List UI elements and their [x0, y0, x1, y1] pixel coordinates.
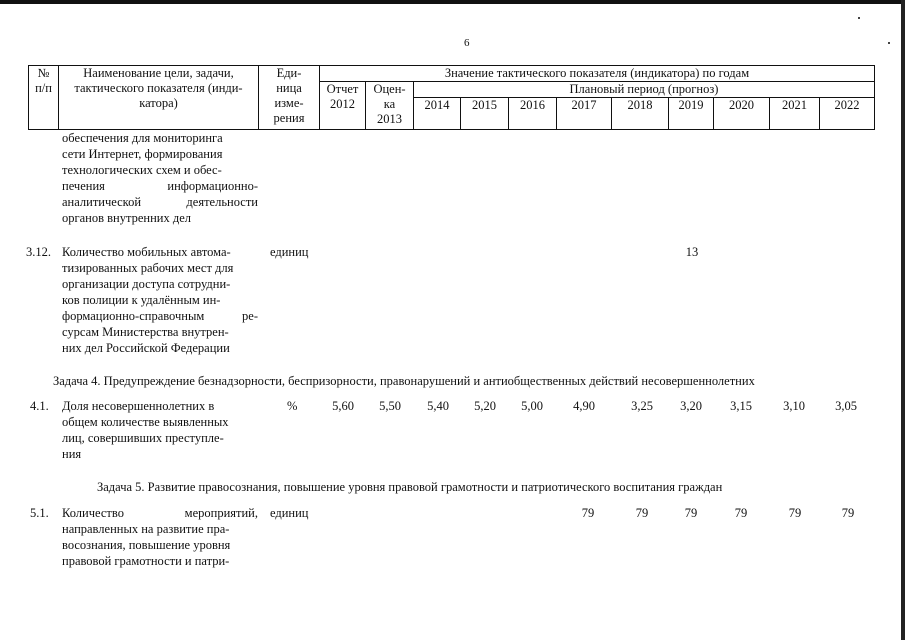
value-2013: 5,50	[379, 399, 401, 413]
header-year: 2021	[770, 98, 820, 130]
row-number: 4.1.	[30, 399, 49, 413]
header-estimate-2013: Оцен- ка 2013	[366, 82, 414, 130]
header-year: 2017	[557, 98, 612, 130]
scan-right-border	[901, 0, 905, 640]
value-2015: 5,20	[474, 399, 496, 413]
value-2019: 79	[684, 506, 698, 520]
header-table	[28, 65, 875, 130]
header-value-title: Значение тактического показателя (индикатора) по годам	[320, 66, 875, 82]
row-unit: единиц	[270, 506, 309, 520]
value-2018: 3,25	[631, 399, 653, 413]
header-col-number: № п/п	[29, 66, 59, 130]
value-2014: 5,40	[427, 399, 449, 413]
scan-top-border	[0, 0, 905, 4]
header-plan-title: Плановый период (прогноз)	[414, 82, 875, 98]
header-year: 2020	[714, 98, 770, 130]
row-number: 3.12.	[26, 245, 51, 259]
header-year: 2015	[461, 98, 509, 130]
row-description: Доля несовершеннолетних в общем количестве выявленных лиц, совершивших преступле- ния	[62, 399, 229, 461]
task-5-heading: Задача 5. Развитие правосознания, повышение уровня правовой грамотности и патриотического воспитания граждан	[97, 480, 723, 494]
value-2017: 79	[581, 506, 595, 520]
value-2017: 4,90	[573, 399, 595, 413]
task-4-heading: Задача 4. Предупреждение безнадзорности, беспризорности, правонарушений и антиобщественных действий несовершеннолетних	[53, 374, 755, 388]
header-col-name: Наименование цели, задачи, тактического показателя (инди- катора)	[59, 66, 259, 130]
row-description: Количество мероприятий, направленных на развитие пра- восознания, повышение уровня правовой грамотности и патри-	[62, 506, 258, 568]
row-description: Количество мобильных автома- тизированных рабочих мест для организации доступа сотрудни- ков полиции к удалённым ин- формационно-справочным ре- сурсам Министерства внутрен- них дел Российской Федерации	[62, 245, 258, 355]
header-year: 2018	[612, 98, 669, 130]
continued-row-description: обеспечения для мониторинга сети Интернет, формирования технологических схем и обес- печения информационно- аналитической деятельности органов внутренних дел	[62, 131, 258, 225]
value-2020: 3,15	[730, 399, 752, 413]
header-year: 2022	[820, 98, 875, 130]
value-2016: 5,00	[521, 399, 543, 413]
scan-speck	[888, 42, 890, 44]
header-year: 2014	[414, 98, 461, 130]
value-2019: 3,20	[680, 399, 702, 413]
scan-speck	[858, 17, 860, 19]
value-2019: 13	[685, 245, 699, 259]
value-2012: 5,60	[332, 399, 354, 413]
header-year: 2016	[509, 98, 557, 130]
page-number: 6	[464, 37, 470, 49]
value-2021: 79	[788, 506, 802, 520]
value-2022: 3,05	[835, 399, 857, 413]
value-2022: 79	[841, 506, 855, 520]
row-unit: %	[287, 399, 298, 413]
header-year: 2019	[669, 98, 714, 130]
row-number: 5.1.	[30, 506, 49, 520]
header-col-unit: Еди- ница изме- рения	[259, 66, 320, 130]
value-2018: 79	[635, 506, 649, 520]
header-report-2012: Отчет 2012	[320, 82, 366, 130]
value-2020: 79	[734, 506, 748, 520]
value-2021: 3,10	[783, 399, 805, 413]
row-unit: единиц	[270, 245, 309, 259]
